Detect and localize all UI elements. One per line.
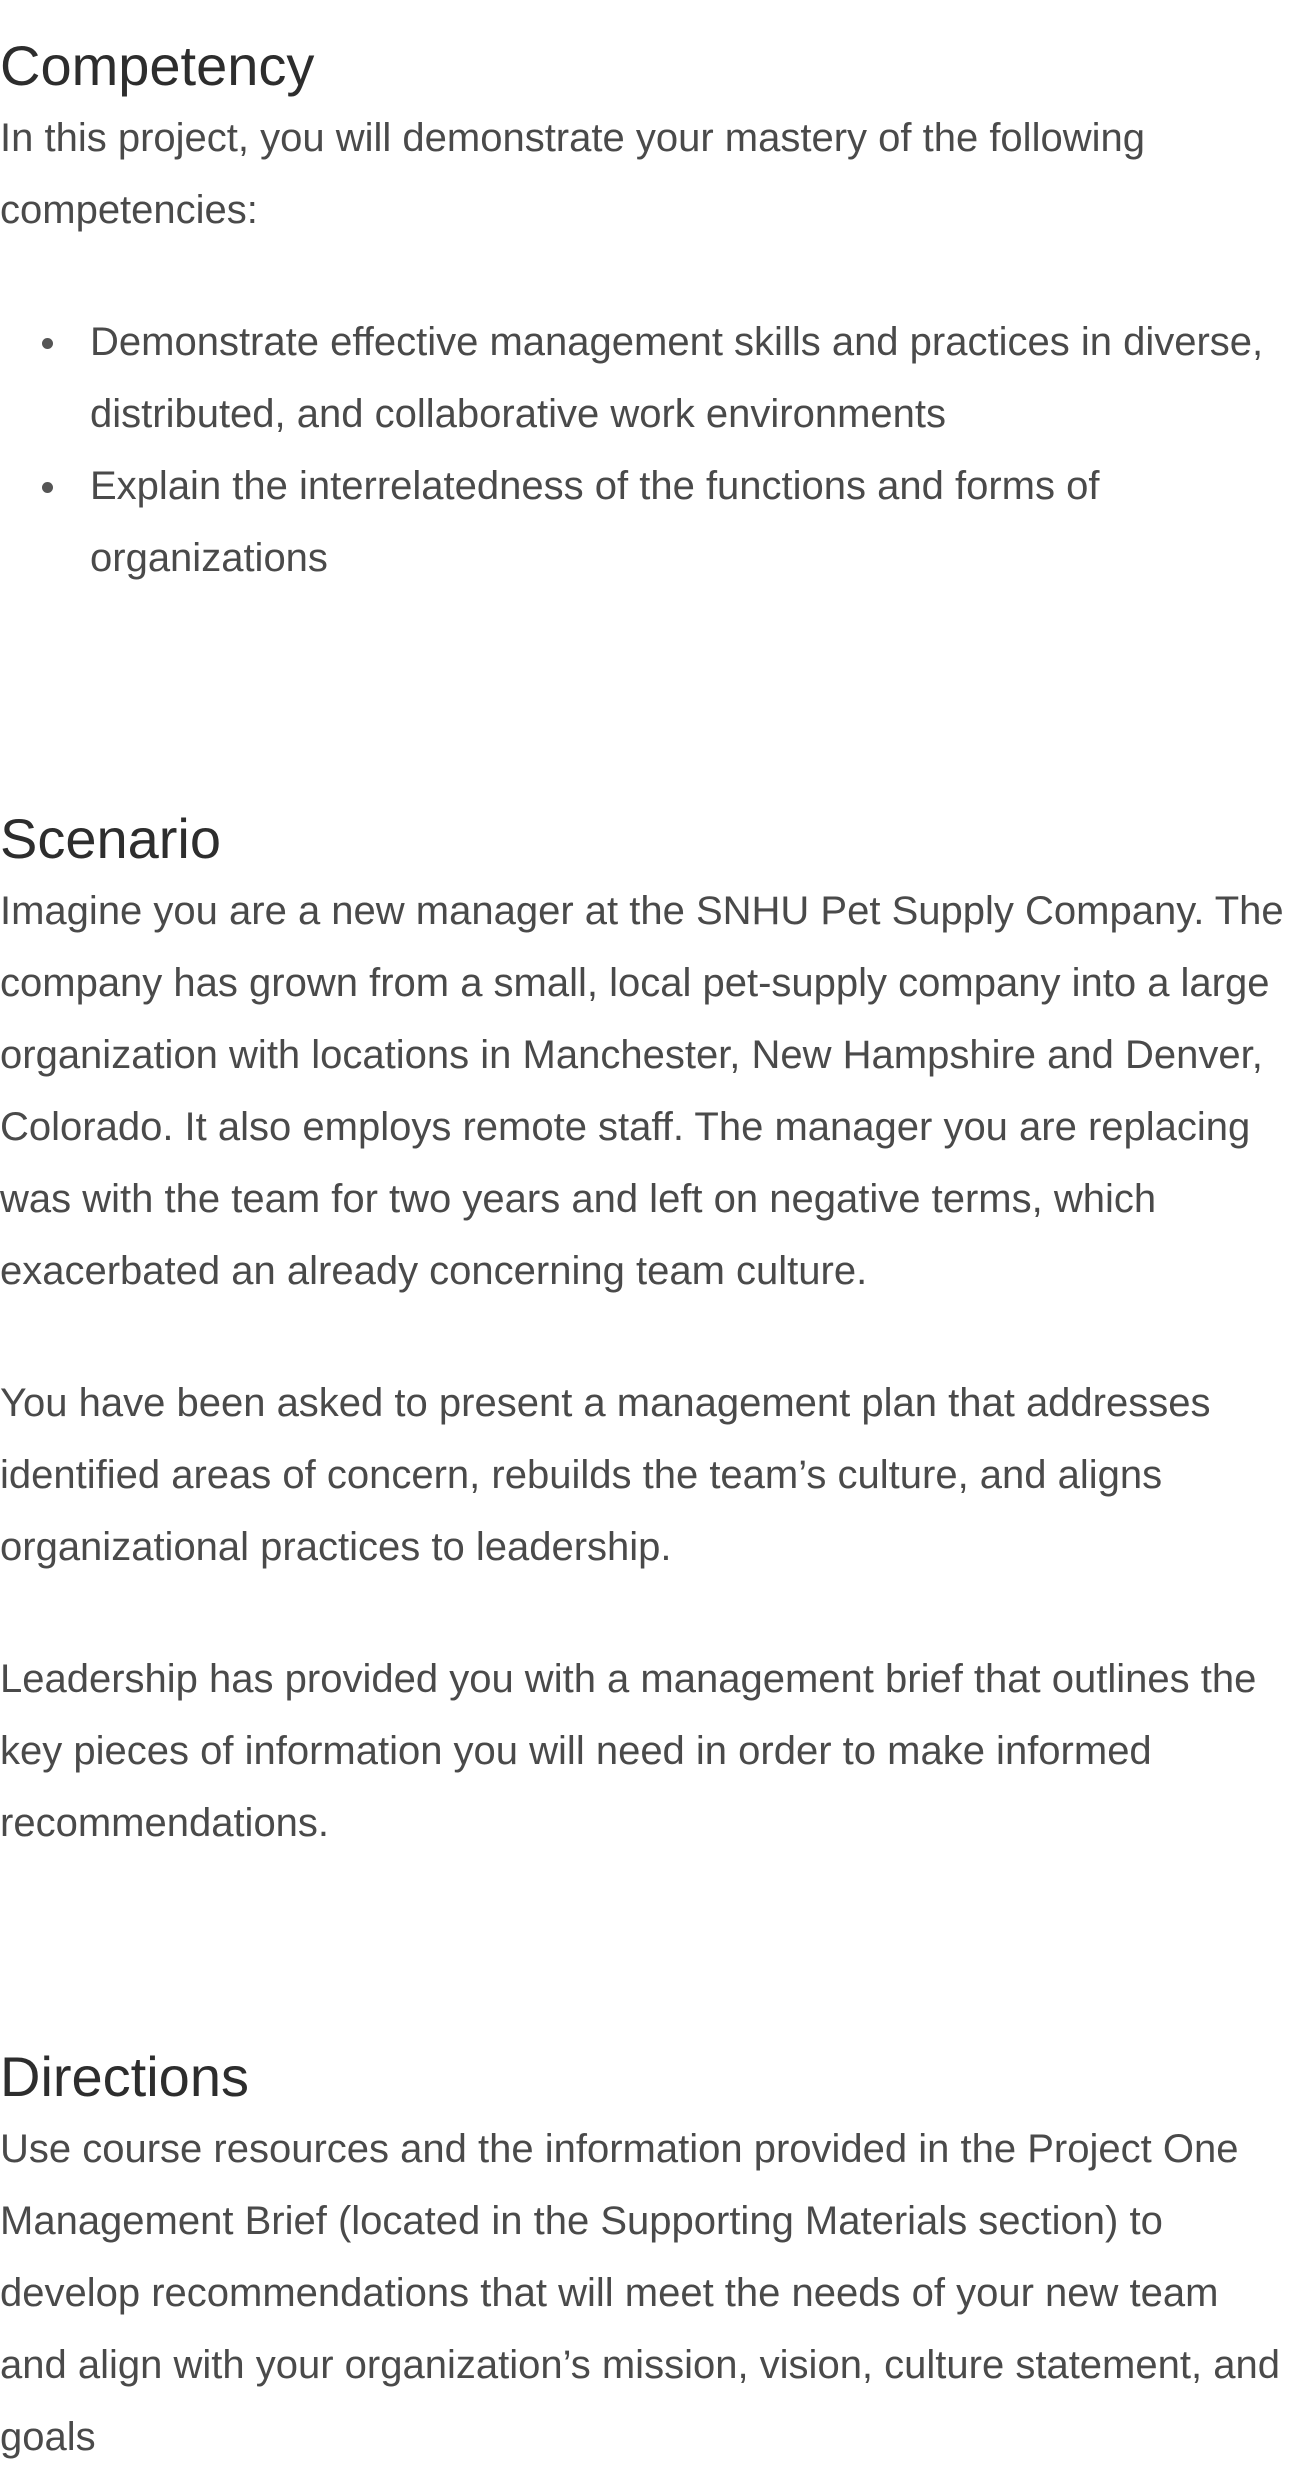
competency-item: Explain the interrelatedness of the functions and forms of organizations: [0, 450, 1290, 594]
directions-heading: Directions: [0, 2045, 249, 2108]
scenario-section: [0, 803, 1290, 1859]
competency-heading: Competency: [0, 34, 315, 97]
directions-paragraph: Use course resources and the information provided in the Project One Management Brief (located in the Supporting Materials section) to develop recommendations that will meet the needs of your new team and align with your organization’s mission, vision, culture statement, and goals: [0, 2127, 1280, 2459]
scenario-heading: Scenario: [0, 807, 222, 870]
competency-list: [0, 306, 1290, 594]
competency-item: Demonstrate effective management skills and practices in diverse, distributed, and collaborative work environments: [0, 306, 1290, 450]
directions-section: [0, 2041, 1290, 2473]
competency-section: [0, 30, 1290, 594]
competency-intro: In this project, you will demonstrate your mastery of the following competencies:: [0, 116, 1145, 232]
scenario-paragraph: You have been asked to present a management plan that addresses identified areas of concern, rebuilds the team’s culture, and aligns organizational practices to leadership.: [0, 1381, 1211, 1569]
scenario-paragraph: Leadership has provided you with a management brief that outlines the key pieces of information you will need in order to make informed recommendations.: [0, 1657, 1257, 1845]
scenario-paragraph: Imagine you are a new manager at the SNHU Pet Supply Company. The company has grown from a small, local pet-supply company into a large organization with locations in Manchester, New Hampshire and Denver, Colorado. It also employs remote staff. The manager you are replacing was with the team for two years and left on negative terms, which exacerbated an already concerning team culture.: [0, 889, 1284, 1293]
